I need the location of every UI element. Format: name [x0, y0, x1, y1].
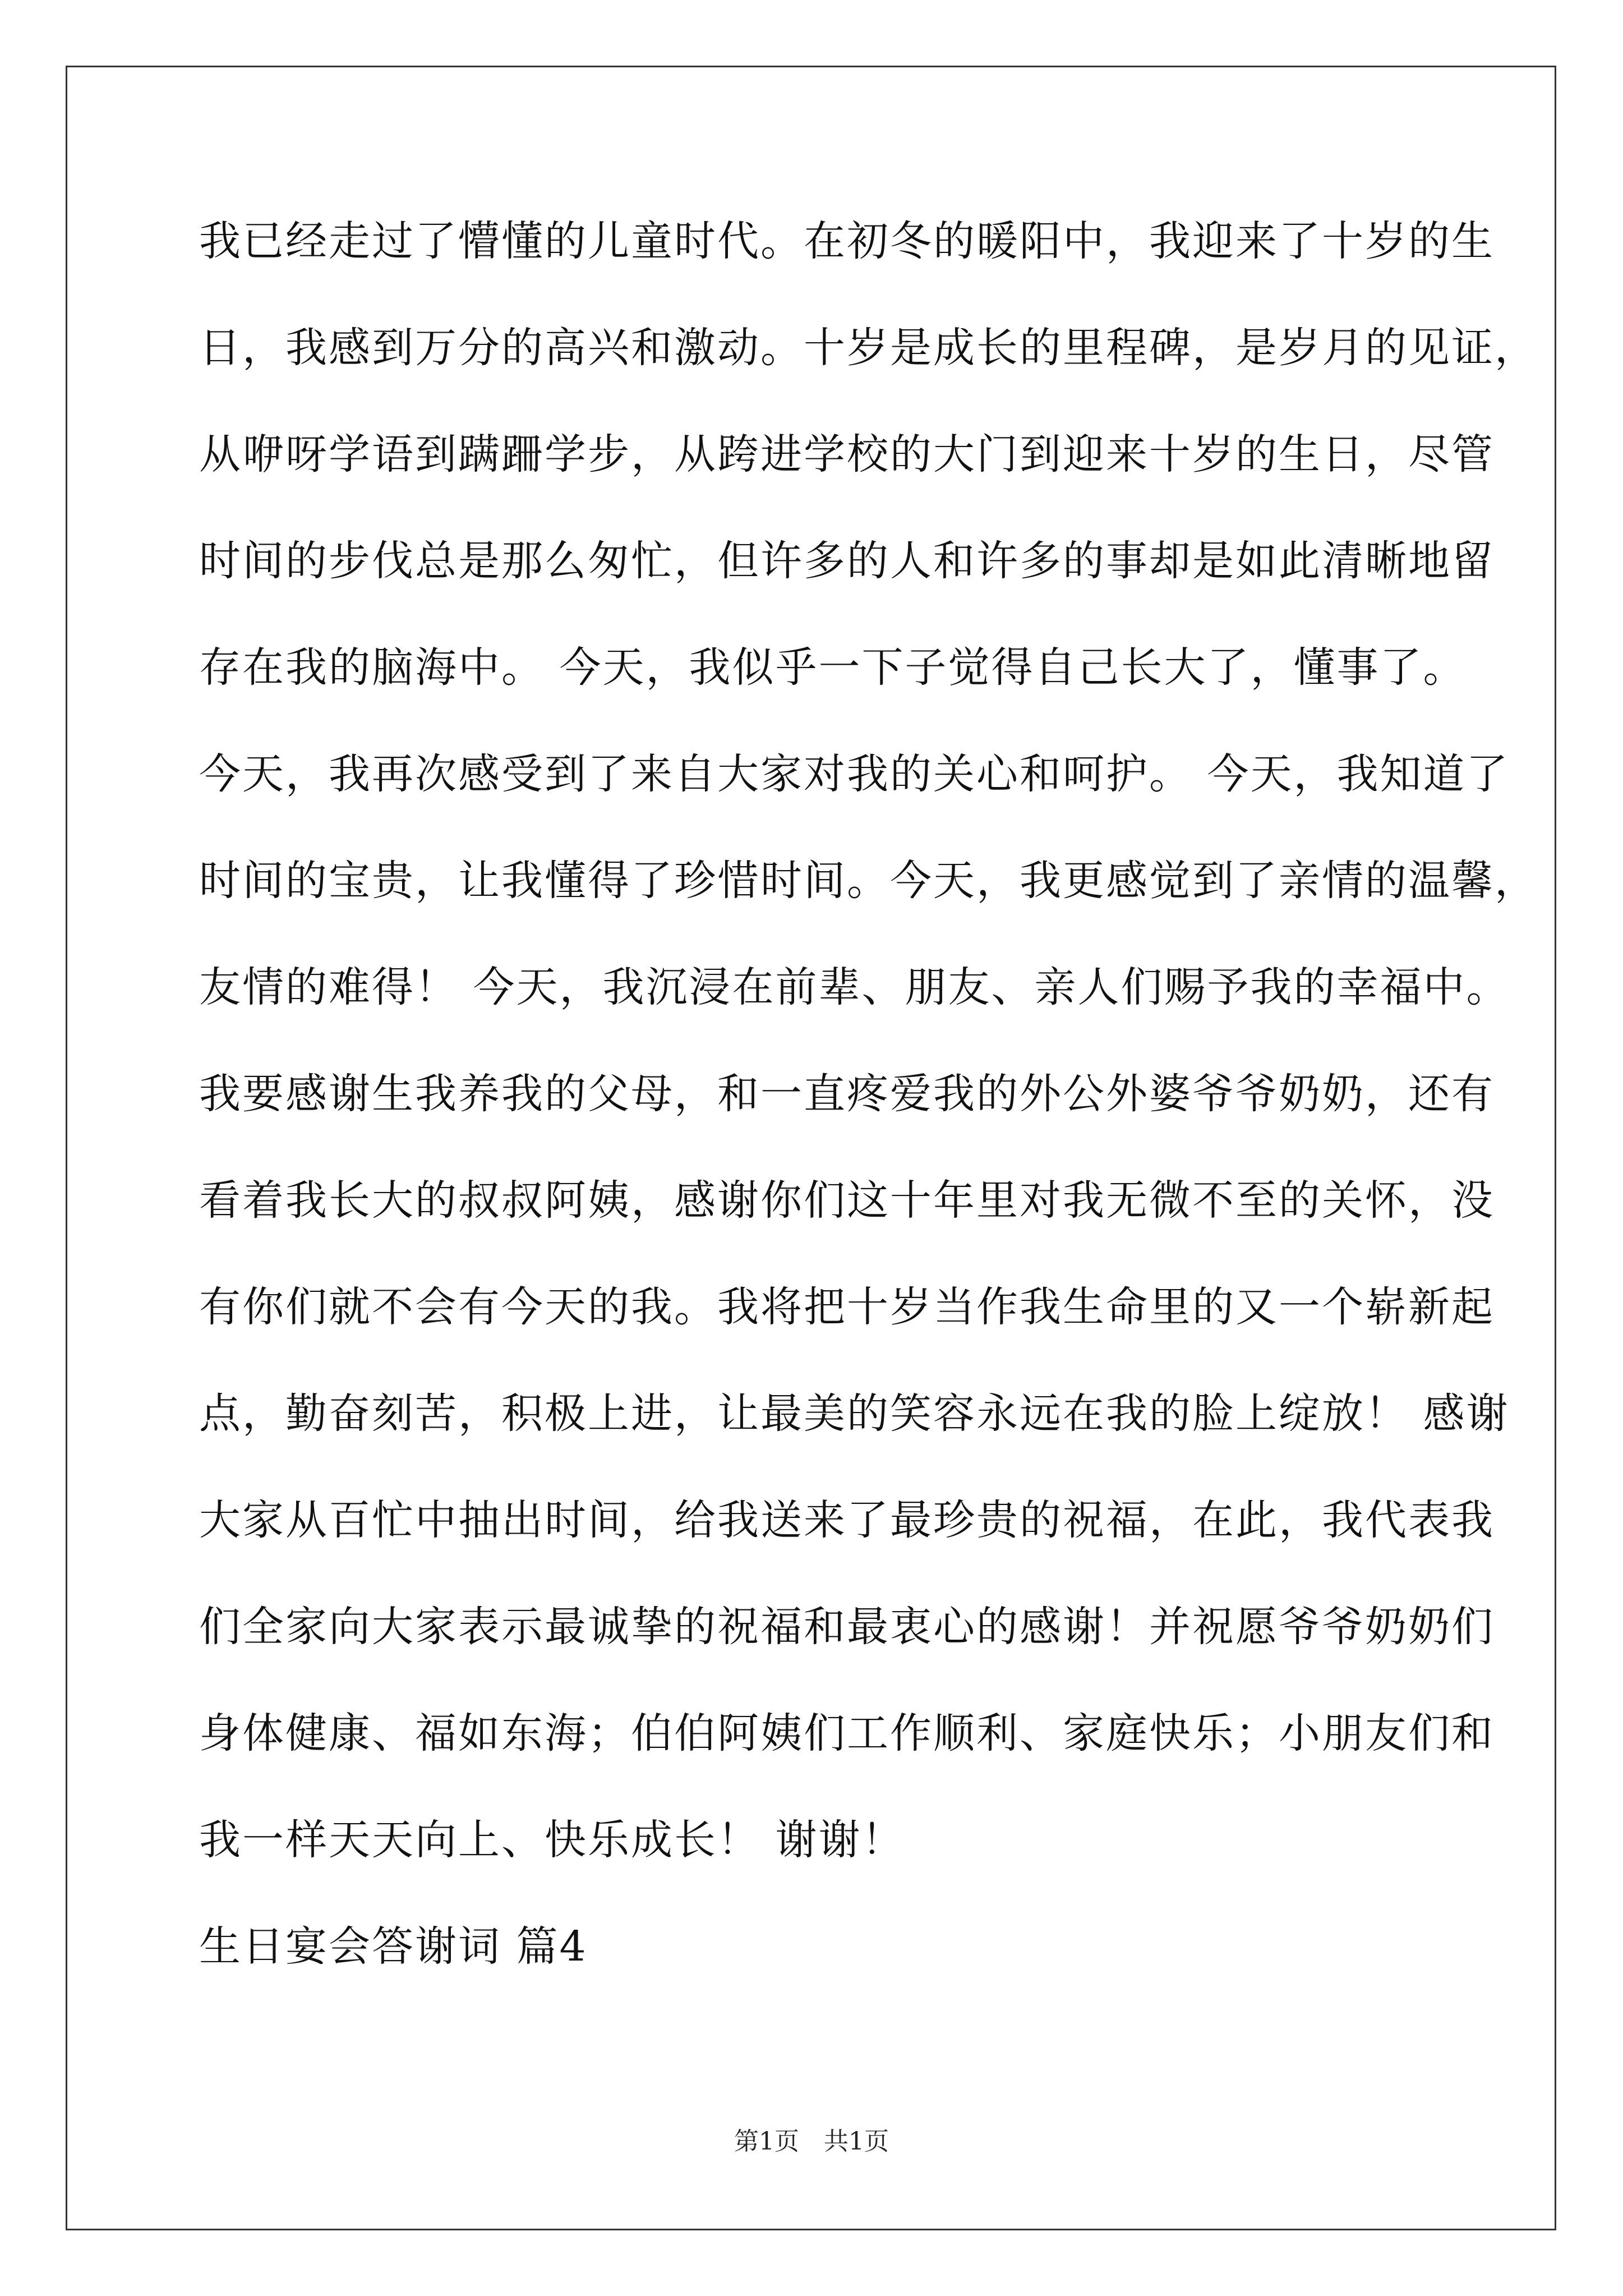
text-line: 友情的难得！ 今天，我沉浸在前辈、朋友、亲人们赐予我的幸福中。: [199, 963, 1510, 1011]
text-line: 点，勤奋刻苦，积极上进，让最美的笑容永远在我的脸上绽放！ 感谢: [199, 1389, 1510, 1438]
section-heading: 生日宴会答谢词 篇4: [199, 1922, 588, 1971]
text-line: 今天，我再次感受到了来自大家对我的关心和呵护。 今天，我知道了: [199, 750, 1510, 798]
text-line: 时间的宝贵，让我懂得了珍惜时间。今天，我更感觉到了亲情的温馨，: [199, 857, 1538, 905]
text-line: 身体健康、福如东海；伯伯阿姨们工作顺利、家庭快乐；小朋友们和: [199, 1709, 1495, 1757]
text-line: 我一样天天向上、快乐成长！ 谢谢！: [199, 1816, 905, 1864]
text-line: 从咿呀学语到蹒跚学步，从跨进学校的大门到迎来十岁的生日，尽管: [199, 430, 1495, 478]
text-line: 日，我感到万分的高兴和激动。十岁是成长的里程碑，是岁月的见证，: [199, 324, 1538, 372]
page-frame: [66, 66, 1556, 2230]
page-number: 第1页 共1页: [734, 2127, 889, 2156]
text-line: 存在我的脑海中。 今天，我似乎一下子觉得自己长大了，懂事了。: [199, 643, 1467, 692]
text-line: 大家从百忙中抽出时间，给我送来了最珍贵的祝福，在此，我代表我: [199, 1496, 1495, 1544]
text-line: 有你们就不会有今天的我。我将把十岁当作我生命里的又一个崭新起: [199, 1283, 1495, 1331]
text-line: 我已经走过了懵懂的儿童时代。在初冬的暖阳中，我迎来了十岁的生: [199, 217, 1495, 265]
text-line: 看着我长大的叔叔阿姨，感谢你们这十年里对我无微不至的关怀，没: [199, 1176, 1495, 1225]
text-line: 们全家向大家表示最诚挚的祝福和最衷心的感谢！并祝愿爷爷奶奶们: [199, 1603, 1495, 1651]
text-line: 时间的步伐总是那么匆忙，但许多的人和许多的事却是如此清晰地留: [199, 537, 1495, 585]
text-line: 我要感谢生我养我的父母，和一直疼爱我的外公外婆爷爷奶奶，还有: [199, 1070, 1495, 1118]
